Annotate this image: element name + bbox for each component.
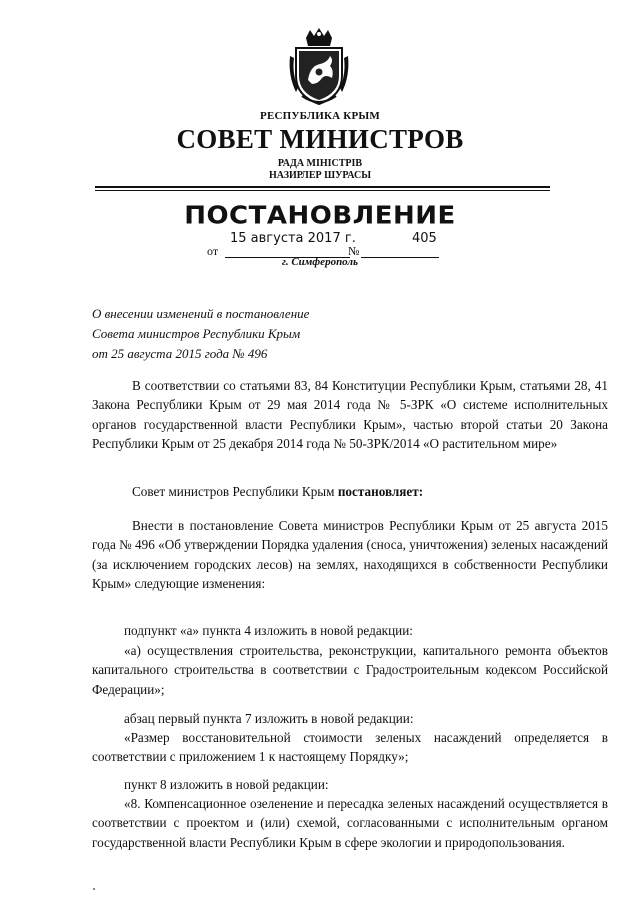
header-divider-thin xyxy=(95,190,550,191)
decree-date: 15 августа 2017 г. xyxy=(230,231,356,246)
document-type-title: ПОСТАНОВЛЕНИЕ xyxy=(184,201,456,231)
header-divider xyxy=(95,186,550,188)
council-title-crimean-tatar: НАЗИРЛЕР ШУРАСЫ xyxy=(268,170,372,181)
amendment-item-paragraph: пункт 8 изложить в новой редакции: xyxy=(124,777,329,792)
amendment-text-paragraph: «8. Компенсационное озеленение и пересадка зеленых насаждений осуществляется в соответствии с проектом и (или) схемой, согласованными с исполнительным органом государственной власти Республики Крым в сфере экологии и природопользования. xyxy=(92,796,608,850)
number-label: № xyxy=(348,244,360,258)
amendment-item-paragraph: подпункт «а» пункта 4 изложить в новой редакции: xyxy=(124,623,413,638)
coat-of-arms-emblem xyxy=(288,26,350,106)
amendment-text-paragraph: «Размер восстановительной стоимости зеленых насаждений определяется в соответствии с приложением 1 к настоящему Порядку»; xyxy=(92,730,608,765)
city-name: г. Симферополь xyxy=(281,256,359,268)
decree-number: 405 xyxy=(412,231,437,246)
amendment-item-paragraph: абзац первый пункта 7 изложить в новой редакции: xyxy=(124,711,414,726)
amendment-intro-paragraph: Внести в постановление Совета министров Республики Крым от 25 августа 2015 года № 496 «Об утверждении Порядка удаления (сноса, уничтожения) зеленых насаждений (за исключением городских лесов) на землях, находящихся в собственности Республики Крым» следующие изменения: xyxy=(92,518,608,592)
council-title-ukrainian: РАДА МІНІСТРІВ xyxy=(277,158,363,169)
subject-line: от 25 августа 2015 года № 496 xyxy=(92,346,268,361)
amendment-text-paragraph: «а) осуществления строительства, реконструкции, капитального ремонта объектов капитального строительства в соответствии с Градостроительным кодексом Российской Федерации»; xyxy=(92,643,608,697)
subject-line: О внесении изменений в постановление xyxy=(92,306,310,321)
preamble-paragraph: В соответствии со статьями 83, 84 Конституции Республики Крым, статьями 28, 41 Закона Республики Крым от 29 мая 2014 года № 5-ЗРК «О системе исполнительных органов государственной власти Республики Крым», частью второй статьи 20 Закона Республики Крым от 25 декабря 2014 года № 50-ЗРК/2014 «О растительном мире» xyxy=(92,378,608,452)
republic-title: РЕСПУБЛИКА КРЫМ xyxy=(260,110,380,122)
decree-subject xyxy=(92,304,309,364)
resolution-paragraph xyxy=(92,482,608,501)
resolution-keyword: постановляет: xyxy=(337,484,424,499)
date-label: от xyxy=(207,244,219,258)
council-title: СОВЕТ МИНИСТРОВ xyxy=(176,124,464,154)
resolution-lead: Совет министров Республики Крым xyxy=(132,484,338,499)
subject-line: Совета министров Республики Крым xyxy=(92,326,301,341)
scan-speck xyxy=(93,888,95,890)
